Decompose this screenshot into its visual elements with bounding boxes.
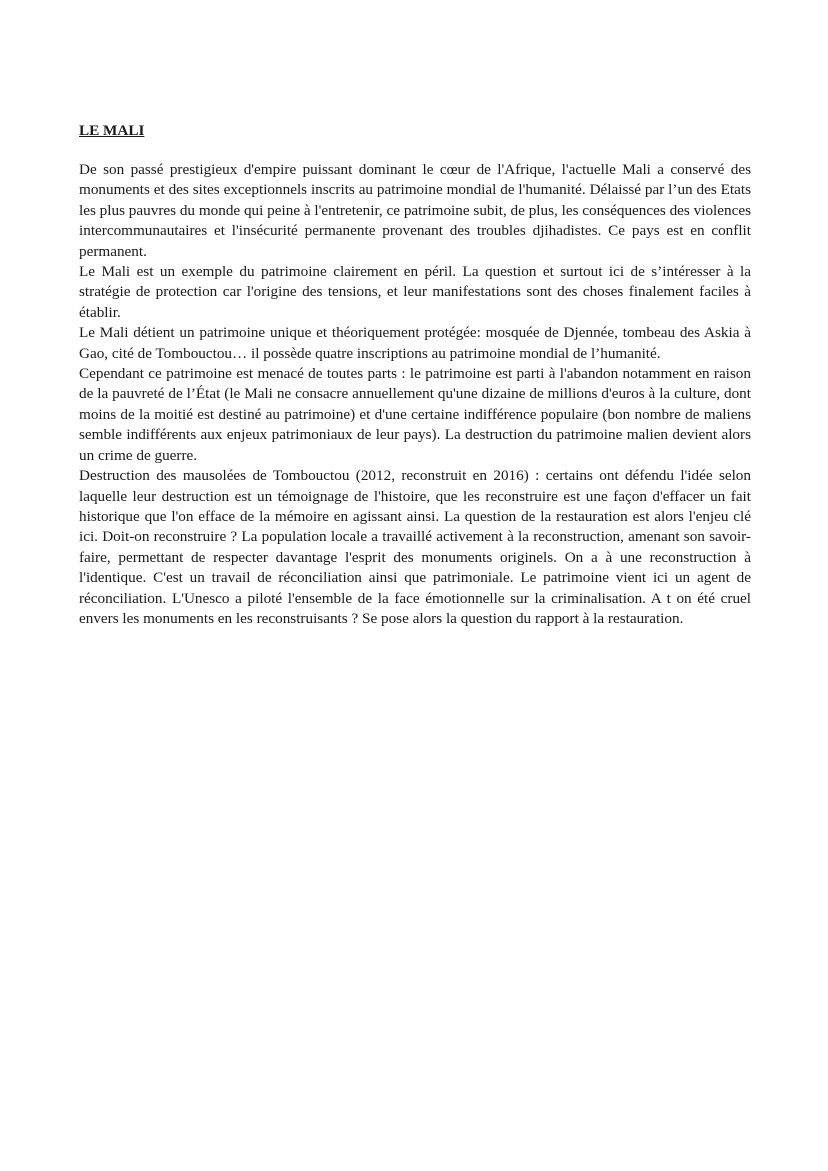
document-body [79,121,751,629]
paragraph-heritage-sites: Le Mali détient un patrimoine unique et théoriquement protégée: mosquée de Djennée, tombeau des Askia à Gao, cité de Tombouctou… il possède quatre inscriptions au patrimoine mondial de l’humanité. [79,324,751,362]
paragraph-intro: De son passé prestigieux d'empire puissant dominant le cœur de l'Afrique, l'actuelle Mali a conservé des monuments et des sites exceptionnels inscrits au patrimoine mondial de l'humanité. Délaissé par l’un des Etats les plus pauvres du monde qui peine à l'entretenir, ce patrimoine subit, de plus, les conséquences des violences intercommunautaires et l'insécurité permanente provenant des troubles djihadistes. Ce pays est en conflit permanent. [79,161,751,260]
paragraph-threats: Cependant ce patrimoine est menacé de toutes parts : le patrimoine est parti à l'abandon notamment en raison de la pauvreté de l’État (le Mali ne consacre annuellement qu'une dizaine de millions d'euros à la culture, dont moins de la moitié est destiné au patrimoine) et d'une certaine indifférence populaire (bon nombre de maliens semble indifférents aux enjeux patrimoniaux de leur pays). La destruction du patrimoine malien devient alors un crime de guerre. [79,365,751,464]
paragraph-timbuktu-mausoleums: Destruction des mausolées de Tombouctou (2012, reconstruit en 2016) : certains ont défendu l'idée selon laquelle leur destruction est un témoignage de l'histoire, que les reconstruire est une façon d'effacer un fait historique que l'on efface de la mémoire en agissant ainsi. La question de la restauration est alors l'enjeu clé ici. Doit-on reconstruire ? La population locale a travaillé activement à la reconstruction, amenant son savoir-faire, permettant de respecter davantage l'esprit des monuments originels. On a à une reconstruction à l'identique. C'est un travail de réconciliation ainsi que patrimoniale. Le patrimoine vient ici un agent de réconciliation. L'Unesco a piloté l'ensemble de la face émotionnelle sur la criminalisation. A t on été cruel envers les monuments en les reconstruisants ? Se pose alors la question du rapport à la restauration. [79,467,751,627]
document-title: LE MALI [79,122,145,139]
paragraph-peril: Le Mali est un exemple du patrimoine clairement en péril. La question et surtout ici de s’intéresser à la stratégie de protection car l'origine des tensions, et leur manifestations sont des choses finalement faciles à établir. [79,263,751,321]
